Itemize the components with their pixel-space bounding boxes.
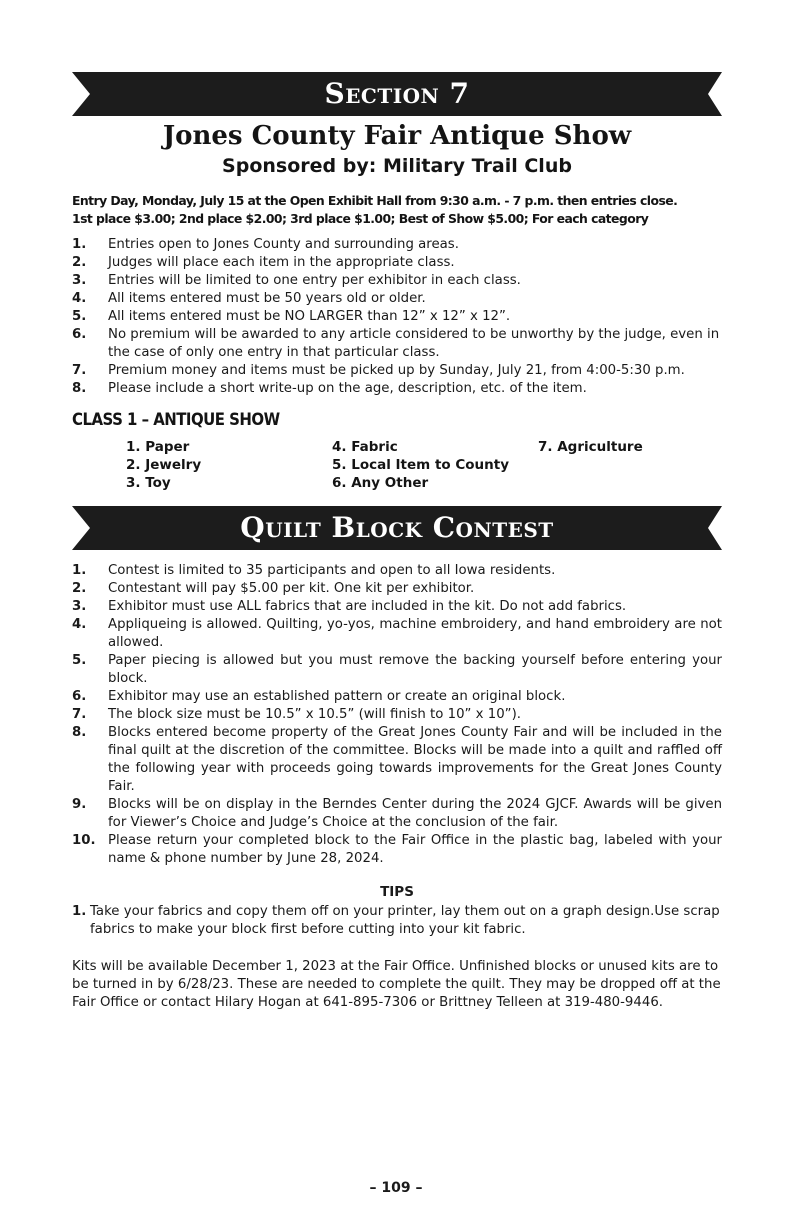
rule-item-number: 4.: [72, 291, 87, 306]
page-title: Jones County Fair Antique Show: [162, 121, 632, 151]
quilt-banner-text: Quilt Block Contest: [240, 511, 554, 544]
tip-text: Take your fabrics and copy them off on your printer, lay them out on a graph design.Use scrap fabrics to make your block first before cutting into your kit fabric.: [90, 904, 720, 937]
rule-item-number: 1.: [72, 237, 87, 252]
rules-list: [72, 236, 722, 398]
quilt-rule-item: [72, 706, 722, 724]
quilt-rule-item-text: Contestant will pay $5.00 per kit. One kit per exhibitor.: [108, 581, 475, 596]
quilt-rule-item: [72, 688, 722, 706]
tips-item: [72, 903, 722, 939]
rule-item: [72, 308, 722, 326]
class-item: 7. Agriculture: [538, 439, 643, 455]
class-heading: CLASS 1 – ANTIQUE SHOW: [72, 410, 280, 430]
quilt-rule-item-number: 7.: [72, 707, 87, 722]
quilt-rule-item-text: Blocks will be on display in the Berndes Center during the 2024 GJCF. Awards will be given for Viewer’s Choice and Judge’s Choice at the conclusion of the fair.: [108, 797, 722, 830]
quilt-rule-item-text: Please return your completed block to the Fair Office in the plastic bag, labeled with your name & phone number by June 28, 2024.: [108, 833, 722, 866]
quilt-rule-item-number: 4.: [72, 617, 87, 632]
entry-day-line: Entry Day, Monday, July 15 at the Open Exhibit Hall from 9:30 a.m. - 7 p.m. then entries close.: [72, 193, 678, 208]
quilt-rule-item-number: 2.: [72, 581, 87, 596]
rule-item-number: 6.: [72, 327, 87, 342]
page-subtitle: Sponsored by: Military Trail Club: [222, 155, 572, 177]
quilt-rule-item-text: Appliqueing is allowed. Quilting, yo-yos, machine embroidery, and hand embroidery are not allowed.: [108, 617, 722, 650]
class-item: [538, 456, 686, 474]
class-item: 3. Toy: [126, 475, 171, 491]
rule-item: [72, 272, 722, 290]
quilt-rule-item-number: 3.: [72, 599, 87, 614]
rule-item-number: 5.: [72, 309, 87, 324]
rule-item-text: Entries will be limited to one entry per exhibitor in each class.: [108, 273, 521, 288]
class-item: 2. Jewelry: [126, 457, 202, 473]
quilt-rule-item: [72, 652, 722, 688]
rule-item: [72, 362, 722, 380]
quilt-rule-item-number: 8.: [72, 725, 87, 740]
rule-item: [72, 236, 722, 254]
quilt-rule-item: [72, 598, 722, 616]
quilt-rule-item: [72, 562, 722, 580]
quilt-rule-item-text: Blocks entered become property of the Great Jones County Fair and will be included in the final quilt at the discretion of the committee. Blocks will be made into a quilt and raffled off the following year with proceeds going towards improvements for the Great Jones County Fair.: [108, 725, 722, 794]
rule-item: [72, 326, 722, 362]
quilt-rule-item-number: 9.: [72, 797, 87, 812]
rule-item-number: 7.: [72, 363, 87, 378]
rule-item: [72, 254, 722, 272]
quilt-rule-item: [72, 796, 722, 832]
rule-item: [72, 290, 722, 308]
rule-item-text: Please include a short write-up on the age, description, etc. of the item.: [108, 381, 587, 396]
section-banner: [72, 72, 722, 116]
quilt-banner: [72, 506, 722, 550]
tips-heading: TIPS: [380, 884, 414, 900]
quilt-rules-list: [72, 562, 722, 868]
quilt-rule-item-text: Exhibitor may use an established pattern or create an original block.: [108, 689, 566, 704]
rule-item: [72, 380, 722, 398]
quilt-rule-item-number: 6.: [72, 689, 87, 704]
rule-item-text: All items entered must be NO LARGER than 12” x 12” x 12”.: [108, 309, 511, 324]
tip-number: 1.: [72, 904, 87, 919]
quilt-rule-item-number: 1.: [72, 563, 87, 578]
rule-item-number: 3.: [72, 273, 87, 288]
class-item: 5. Local Item to County: [332, 457, 510, 473]
rule-item-text: Entries open to Jones County and surrounding areas.: [108, 237, 459, 252]
class-item: [538, 474, 686, 492]
quilt-rule-item-text: Paper piecing is allowed but you must remove the backing yourself before entering your block.: [108, 653, 722, 686]
prize-line: 1st place $3.00; 2nd place $2.00; 3rd place $1.00; Best of Show $5.00; For each category: [72, 211, 649, 226]
rule-item-text: All items entered must be 50 years old or older.: [108, 291, 426, 306]
quilt-rule-item-number: 10.: [72, 833, 96, 848]
class-item: 4. Fabric: [332, 439, 398, 455]
section-banner-text: Section 7: [324, 77, 470, 110]
rule-item-text: Judges will place each item in the appropriate class.: [108, 255, 455, 270]
class-item: 1. Paper: [126, 439, 190, 455]
rule-item-text: No premium will be awarded to any article considered to be unworthy by the judge, even in the case of only one entry in that particular class.: [108, 327, 720, 360]
class-item: 6. Any Other: [332, 475, 429, 491]
quilt-rule-item-text: Exhibitor must use ALL fabrics that are included in the kit. Do not add fabrics.: [108, 599, 627, 614]
quilt-rule-item: [72, 616, 722, 652]
page-number: – 109 –: [369, 1180, 423, 1196]
quilt-rule-item: [72, 580, 722, 598]
kits-note: Kits will be available December 1, 2023 at the Fair Office. Unfinished blocks or unused kits are to be turned in by 6/28/23. These are needed to complete the quilt. They may be dropped off at the Fair Office or contact Hilary Hogan at 641-895-7306 or Brittney Telleen at 319-480-9446.: [72, 959, 721, 1010]
quilt-rule-item-number: 5.: [72, 653, 87, 668]
quilt-rule-item: [72, 724, 722, 796]
rule-item-number: 2.: [72, 255, 87, 270]
rule-item-number: 8.: [72, 381, 87, 396]
rule-item-text: Premium money and items must be picked up by Sunday, July 21, from 4:00-5:30 p.m.: [108, 363, 685, 378]
quilt-rule-item: [72, 832, 722, 868]
quilt-rule-item-text: Contest is limited to 35 participants and open to all Iowa residents.: [108, 563, 556, 578]
class-list: [126, 438, 686, 492]
quilt-rule-item-text: The block size must be 10.5” x 10.5” (will finish to 10” x 10”).: [108, 707, 521, 722]
